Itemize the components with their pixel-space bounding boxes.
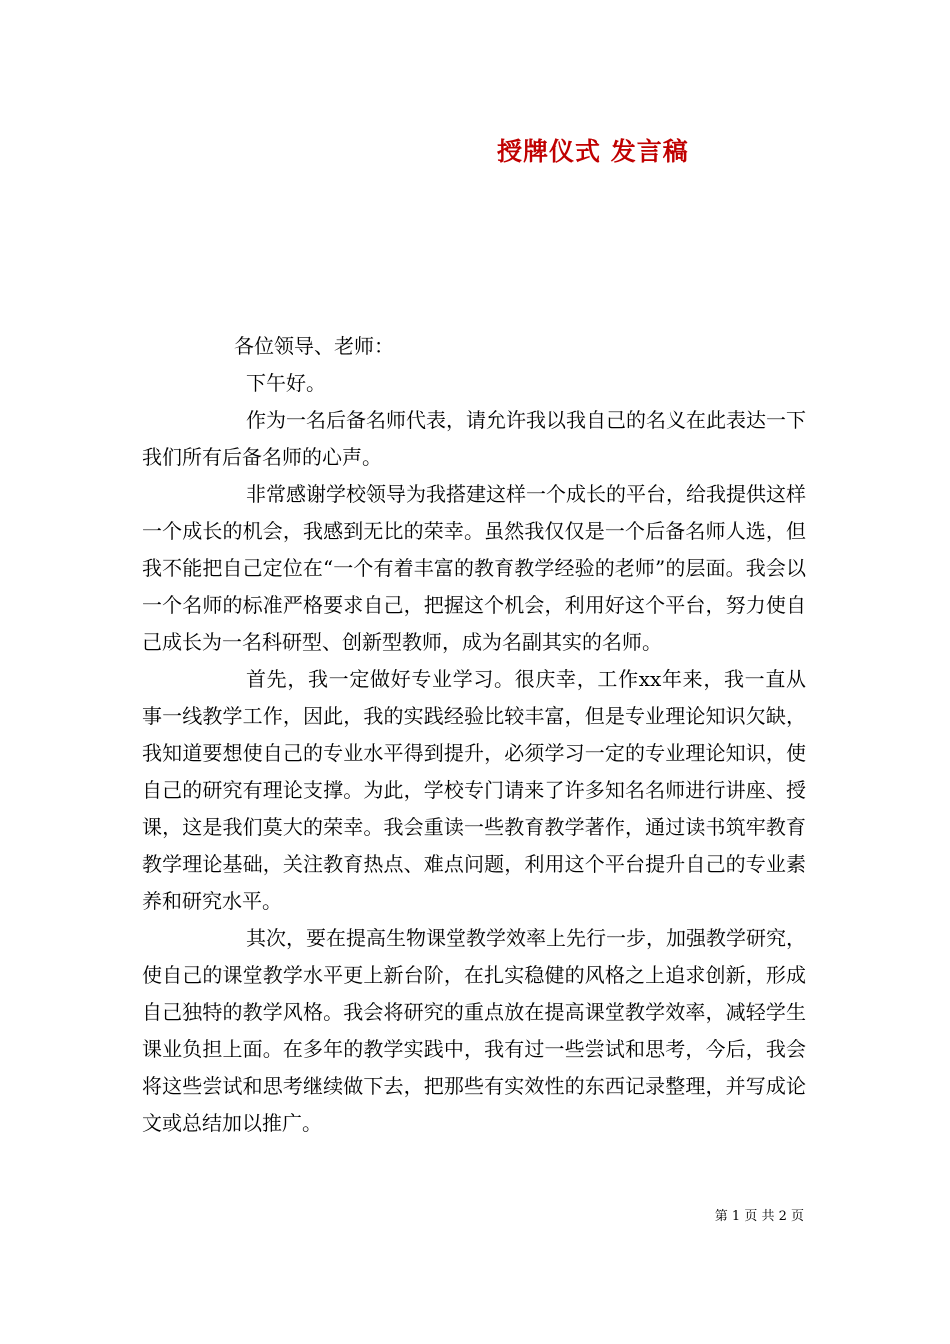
paragraph: 非常感谢学校领导为我搭建这样一个成长的平台，给我提供这样一个成长的机会，我感到无比的荣幸。虽然我仅仅是一个后备名师人选，但我不能把自己定位在“一个有着丰富的教育教学经验的老师”的层面。我会以一个名师的标准严格要求自己，把握这个机会，利用好这个平台，努力使自己成长为一名科研型、创新型教师，成为名副其实的名师。	[142, 482, 806, 654]
salutation: 各位领导、老师：	[234, 334, 394, 358]
paragraph: 其次，要在提高生物课堂教学效率上先行一步，加强教学研究，使自己的课堂教学水平更上新台阶，在扎实稳健的风格之上追求创新，形成自己独特的教学风格。我会将研究的重点放在提高课堂教学效率，减轻学生课业负担上面。在多年的教学实践中，我有过一些尝试和思考，今后，我会将这些尝试和思考继续做下去，把那些有实效性的东西记录整理，并写成论文或总结加以推广。	[142, 926, 806, 1135]
greeting: 下午好。	[246, 371, 326, 395]
paragraph: 作为一名后备名师代表，请允许我以我自己的名义在此表达一下我们所有后备名师的心声。	[142, 408, 806, 469]
page-number-footer: 第 1 页 共 2 页	[714, 1209, 804, 1224]
paragraph: 首先，我一定做好专业学习。很庆幸，工作xx年来，我一直从事一线教学工作，因此，我的实践经验比较丰富，但是专业理论知识欠缺，我知道要想使自己的专业水平得到提升，必须学习一定的专业理论知识，使自己的研究有理论支撑。为此，学校专门请来了许多知名名师进行讲座、授课，这是我们莫大的荣幸。我会重读一些教育教学著作，通过读书筑牢教育教学理论基础，关注教育热点、难点问题，利用这个平台提升自己的专业素养和研究水平。	[142, 667, 806, 913]
document-title: 授牌仪式 发言稿	[497, 137, 689, 166]
document-body	[142, 328, 806, 1142]
